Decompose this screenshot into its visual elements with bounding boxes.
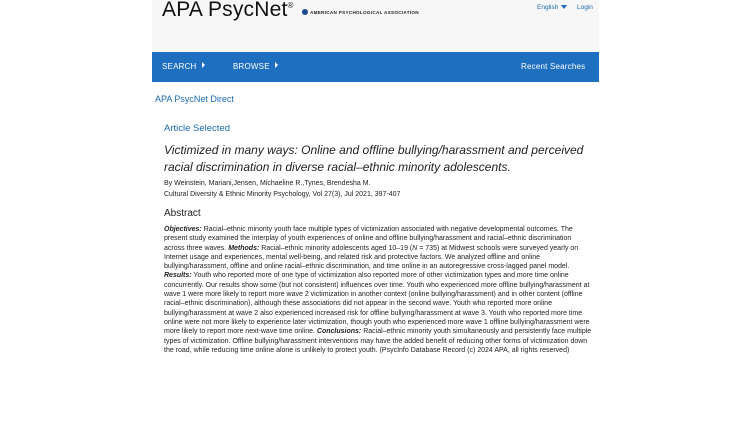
methods-n: N [412,244,418,252]
nav-search[interactable] [162,62,205,71]
logo-text: APA PsycNet [162,0,288,21]
results-text: Youth who reported more of one type of victimization also reported more of other victimization types and more time online concurrently. Our results show some (but not consistent) influences over time. Youth who experienced more offline bullying/harassment at wave 1 were more likely to report more wave 2 victimization in another context (online bullying/harassment) and in other content (offline racial–ethnic discrimination), although these associations did not appear in the second wave. Youth who reported more online bullying/harassment at wave 2 also experienced increased risk for offline bullying/harassment at wave 3. Youth who reported more time online were not more likely to experience later victimization, though youth who experienced more wave 1 offline bullying/harassment were more likely to report more next-wave time online. [164,272,590,336]
article-authors: By Weinstein, Mariani,Jensen, Michaeline R.,Tynes, Brendesha M. [164,180,371,187]
nav-search-label: SEARCH [162,62,197,71]
caret-right-icon [275,62,278,68]
login-link[interactable]: Login [577,4,593,11]
language-label: English [537,4,559,11]
nav-recent-searches[interactable]: Recent Searches [521,62,586,71]
methods-text-b: = 735) at Midwest schools were surveyed yearly on Internet usage and experiences, mental well-being, and related risk and protective factors. We analyzed offline and online bullying/harassment, offline and online racial–ethnic discrimination, and time online in an autoregressive cross-lagged panel model. [164,244,579,271]
objectives-label: Objectives: [164,226,202,233]
objectives-text: Racial–ethnic minority youth face multiple types of victimization associated with negative developmental outcomes. The present study examined the interplay of youth experiences of online and offline bullying/harassment and racial–ethnic discrimination across three waves. [164,226,573,252]
site-logo[interactable] [162,0,294,22]
article-source: Cultural Diversity & Ethnic Minority Psychology, Vol 27(3), Jul 2021, 397-407 [164,191,401,198]
section-label: Article Selected [164,123,231,134]
results-label: Results: [164,272,192,280]
apa-publisher-logo [302,9,419,15]
apa-circle-icon [302,9,308,15]
caret-down-icon [561,5,567,9]
registered-mark: ® [287,1,294,10]
abstract-heading: Abstract [164,208,201,219]
main-nav [152,52,599,82]
nav-browse[interactable] [233,62,278,71]
conclusions-text: Racial–ethnic minority youth simultaneously and persistently face multiple types of victimization. Offline bullying/harassment interventions may have the added benefit of reducing other forms of victimization down the road, while reducing time online alone is unlikely to protect youth. (PsycInfo Database Record (c) 2024 APA, all rights reserved) [164,328,592,354]
article-title: Victimized in many ways: Online and offline bullying/harassment and perceived racial discrimination in diverse racial–ethnic minority adolescents. [164,143,584,174]
methods-text-a: Racial–ethnic minority adolescents aged 10–19 ( [259,244,413,252]
conclusions-label: Conclusions: [316,328,362,336]
nav-browse-label: BROWSE [233,62,270,71]
methods-label: Methods: [228,244,260,252]
site-header [152,0,599,52]
publisher-name: AMERICAN PSYCHOLOGICAL ASSOCIATION [310,9,419,15]
caret-right-icon [202,62,205,68]
page-container [152,0,599,422]
language-selector[interactable] [537,4,567,11]
breadcrumb-link[interactable]: APA PsycNet Direct [155,94,234,104]
abstract-body [164,225,592,355]
